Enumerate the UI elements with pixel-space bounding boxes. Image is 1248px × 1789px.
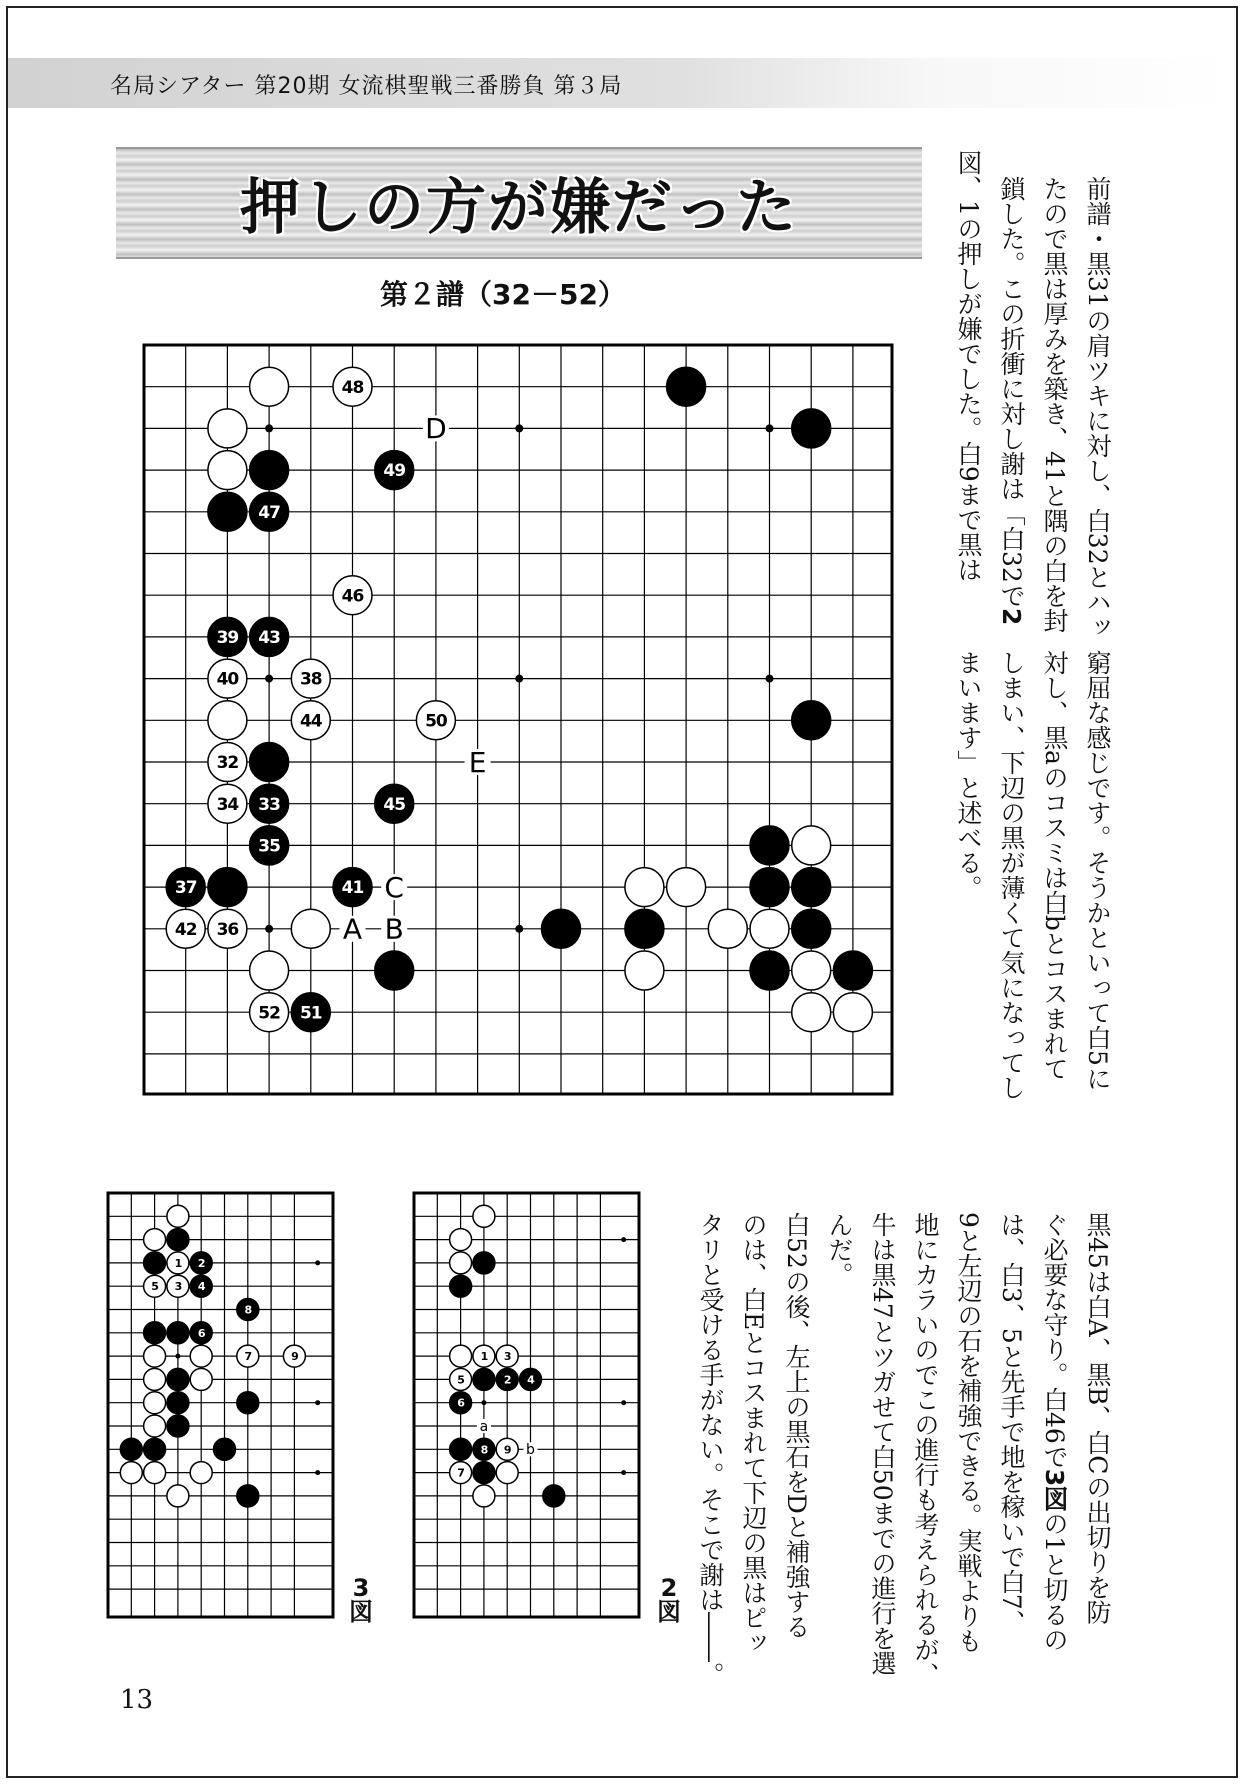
hoshi-point (481, 1400, 486, 1405)
move-number: 33 (258, 794, 280, 815)
text-column: 鎖した。この折衝に対し謝は「白32で2 (997, 176, 1026, 626)
move-number: 42 (174, 919, 197, 940)
move-number: 6 (457, 1396, 464, 1410)
text-column: ぐ必要な守り。白46で3図の1と切るの (1040, 1212, 1069, 1653)
white-stone (208, 701, 247, 740)
black-stone (792, 868, 831, 907)
white-stone (208, 451, 247, 490)
point-label: D (425, 412, 447, 446)
black-stone (250, 451, 289, 490)
white-stone (144, 1229, 166, 1251)
text-column: は、白3、5と先手で地を稼いで白7、 (997, 1212, 1026, 1635)
black-stone (750, 868, 789, 907)
text-column: 地にカラいのでこの進行も考えられるが、 (911, 1212, 940, 1687)
move-number: 47 (258, 502, 280, 523)
move-number: 7 (244, 1350, 252, 1364)
black-stone (792, 409, 831, 448)
page-title: 押しの方が嫌だった (240, 173, 798, 243)
series-header: 名局シアター 第20期 女流棋聖戦三番勝負 第３局 (110, 74, 623, 99)
diagram-2-label: 2 図 (657, 1574, 681, 1626)
text-column: しまい、下辺の黒が薄くて気になってし (997, 650, 1026, 1100)
black-stone (833, 951, 872, 990)
black-stone (167, 1392, 189, 1414)
white-stone (167, 1205, 189, 1227)
move-number: 9 (291, 1350, 298, 1364)
move-number: 5 (151, 1280, 158, 1294)
hoshi-point (621, 1400, 626, 1405)
white-stone (208, 409, 247, 448)
black-stone (208, 868, 247, 907)
white-stone (144, 1415, 166, 1437)
move-number: 51 (299, 1003, 322, 1024)
move-number: 1 (480, 1350, 488, 1364)
diagram-2 (411, 1190, 643, 1620)
black-stone (167, 1368, 189, 1390)
white-stone (833, 993, 872, 1032)
move-number: 8 (244, 1303, 252, 1317)
text-column: 前譜・黒31の肩ツキに対し、白32とハッ (1083, 176, 1112, 640)
text-column: 対し、黒aのコスミは白bとコスまれて (1040, 650, 1069, 1081)
move-number: 35 (258, 836, 280, 857)
black-stone (543, 1485, 565, 1507)
black-stone (167, 1322, 189, 1344)
move-number: 39 (216, 628, 239, 649)
black-stone (144, 1252, 166, 1274)
white-stone (473, 1205, 495, 1227)
black-stone (144, 1438, 166, 1460)
white-stone (291, 909, 330, 948)
text-column: のは、白Eとコスまれて下辺の黒はピッ (739, 1212, 768, 1656)
point-label: E (468, 745, 487, 779)
move-number: 45 (383, 794, 406, 815)
black-stone (542, 909, 581, 948)
hoshi-point (175, 1354, 180, 1359)
move-number: 4 (197, 1280, 205, 1294)
move-number: 9 (503, 1443, 511, 1457)
move-number: 44 (299, 711, 322, 732)
text-column: 白52の後、左上の黒石をDと補強する (782, 1212, 811, 1639)
page-number: 13 (120, 1685, 154, 1715)
hoshi-point (515, 424, 523, 432)
hoshi-point (315, 1470, 320, 1475)
move-number: 32 (216, 753, 239, 774)
text-column: 窮屈な感じです。そうかといって白5に (1083, 650, 1112, 1091)
black-stone (144, 1322, 166, 1344)
black-stone (120, 1438, 142, 1460)
text-column: 牛は黒47とツガせて白50までの進行を選 (868, 1212, 897, 1676)
black-stone (167, 1229, 189, 1251)
hoshi-point (515, 675, 523, 683)
white-stone (190, 1462, 212, 1484)
black-stone (237, 1485, 259, 1507)
board-frame (108, 1193, 333, 1617)
black-stone (237, 1392, 259, 1414)
move-number: 40 (216, 669, 239, 690)
black-stone (375, 951, 414, 990)
hoshi-point (315, 1400, 320, 1405)
white-stone (144, 1368, 166, 1390)
hoshi-point (515, 925, 523, 933)
hoshi-point (766, 675, 774, 683)
white-stone (625, 868, 664, 907)
game-record-subtitle: 第２譜（32－52） (380, 278, 626, 311)
move-number: 41 (341, 878, 364, 899)
hoshi-point (265, 424, 273, 432)
black-stone (208, 492, 247, 531)
move-number: 38 (299, 669, 322, 690)
move-number: 2 (197, 1256, 205, 1270)
move-number: 48 (341, 377, 364, 398)
move-number: 34 (216, 794, 239, 815)
white-stone (250, 367, 289, 406)
hoshi-point (265, 675, 273, 683)
white-stone (144, 1392, 166, 1414)
text-column: タリと受ける手がない。そこで謝は――。 (696, 1212, 725, 1687)
black-stone (473, 1252, 495, 1274)
diagram-3-label: 3 図 (349, 1574, 373, 1626)
white-stone (190, 1368, 212, 1390)
hoshi-point (265, 925, 273, 933)
black-stone (450, 1438, 472, 1460)
point-label: a (479, 1418, 489, 1435)
board-frame (414, 1193, 639, 1617)
move-number: 46 (341, 586, 364, 607)
black-stone (250, 743, 289, 782)
black-stone (473, 1462, 495, 1484)
white-stone (792, 951, 831, 990)
move-number: 37 (174, 878, 197, 899)
move-number: 36 (216, 919, 239, 940)
hoshi-point (621, 1470, 626, 1475)
point-label: b (526, 1442, 535, 1459)
white-stone (450, 1252, 472, 1274)
black-stone (792, 909, 831, 948)
black-stone (625, 909, 664, 948)
white-stone (473, 1485, 495, 1507)
white-stone (250, 951, 289, 990)
text-column: たので黒は厚みを築き、41と隅の白を封 (1040, 176, 1069, 633)
move-number: 3 (503, 1350, 511, 1364)
black-stone (667, 367, 706, 406)
white-stone (167, 1485, 189, 1507)
black-stone (473, 1368, 495, 1390)
hoshi-point (766, 424, 774, 432)
move-number: 6 (197, 1326, 205, 1340)
white-stone (144, 1345, 166, 1367)
move-number: 2 (503, 1373, 511, 1387)
move-number: 52 (258, 1003, 280, 1024)
move-number: 3 (174, 1280, 182, 1294)
point-label: A (342, 912, 363, 946)
move-number: 7 (457, 1466, 464, 1480)
text-column: 9と左辺の石を補強できる。実戦よりも (954, 1212, 983, 1653)
white-stone (450, 1345, 472, 1367)
move-number: 49 (383, 461, 406, 482)
white-stone (190, 1345, 212, 1367)
text-column: 黒45は白A、黒B、白Cの出切りを防 (1083, 1212, 1112, 1625)
move-number: 5 (457, 1373, 464, 1387)
black-stone (450, 1275, 472, 1297)
white-stone (750, 909, 789, 948)
white-stone (792, 993, 831, 1032)
text-column: まいます」と述べる。 (954, 650, 983, 900)
black-stone (750, 826, 789, 865)
point-label: B (384, 912, 404, 946)
black-stone (792, 701, 831, 740)
white-stone (496, 1462, 518, 1484)
white-stone (450, 1229, 472, 1251)
diagram-3 (105, 1190, 337, 1620)
white-stone (625, 951, 664, 990)
hoshi-point (315, 1260, 320, 1265)
point-label: C (384, 870, 404, 904)
move-number: 1 (174, 1256, 182, 1270)
hoshi-point (621, 1237, 626, 1242)
white-stone (792, 826, 831, 865)
main-go-board (140, 341, 895, 1098)
move-number: 4 (527, 1373, 534, 1387)
white-stone (144, 1462, 166, 1484)
black-stone (214, 1438, 236, 1460)
black-stone (750, 951, 789, 990)
white-stone (667, 868, 706, 907)
black-stone (167, 1415, 189, 1437)
white-stone (708, 909, 747, 948)
white-stone (120, 1462, 142, 1484)
move-number: 50 (425, 711, 447, 732)
move-number: 8 (480, 1443, 488, 1457)
text-column: んだ。 (825, 1212, 854, 1287)
move-number: 43 (258, 628, 280, 649)
text-column: 図、1の押しが嫌でした。白9まで黒は (954, 150, 983, 582)
